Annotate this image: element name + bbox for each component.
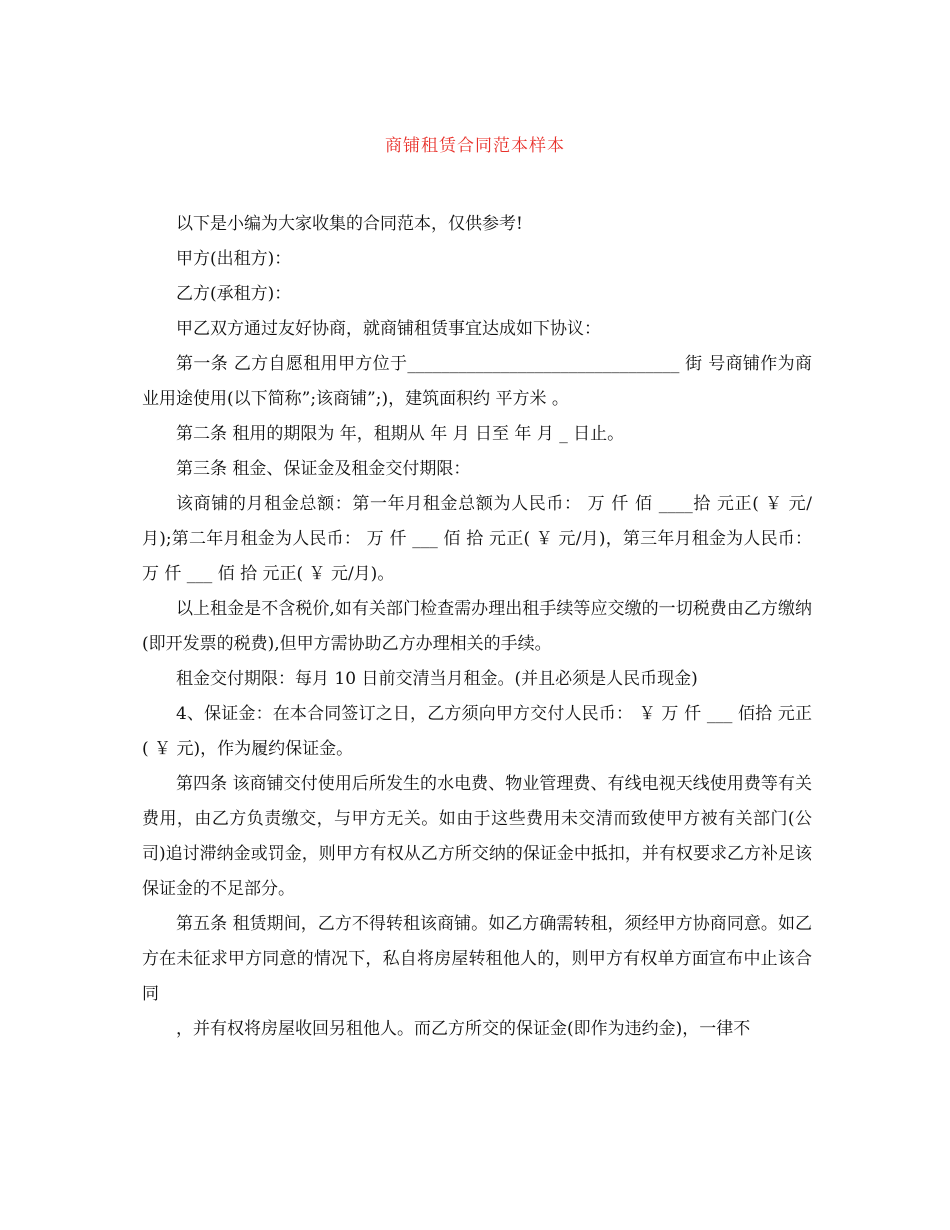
paragraph-party-a: 甲方(出租方)： [176,249,292,269]
paragraph-article-2: 第二条 租用的期限为 年，租期从 年 月 日至 年 月 _ 日止。 [176,424,625,444]
paragraph-payment-term: 租金交付期限：每月 10 日前交清当月租金。(并且必须是人民币现金) [176,669,698,689]
paragraph-intro: 以下是小编为大家收集的合同范本，仅供参考! [176,214,523,234]
document-body [142,207,818,1047]
paragraph-deposit: 4、保证金：在本合同签订之日，乙方须向甲方交付人民币： ￥ 万 仟 ___ 佰拾 元正( ￥ 元)，作为履约保证金。 [142,704,812,759]
paragraph-agreement: 甲乙双方通过友好协商，就商铺租赁事宜达成如下协议： [176,319,601,339]
paragraph-article-4: 第四条 该商铺交付使用后所发生的水电费、物业管理费、有线电视天线使用费等有关费用，由乙方负责缴交，与甲方无关。如由于这些费用未交清而致使甲方被有关部门(公司)追讨滞纳金或罚金，则甲方有权从乙方所交纳的保证金中抵扣，并有权要求乙方补足该保证金的不足部分。 [142,774,812,899]
paragraph-article-5-cont: ，并有权将房屋收回另租他人。而乙方所交的保证金(即作为违约金)，一律不 [176,1019,751,1039]
paragraph-article-5: 第五条 租赁期间，乙方不得转租该商铺。如乙方确需转租，须经甲方协商同意。如乙方在未征求甲方同意的情况下，私自将房屋转租他人的，则甲方有权单方面宣布中止该合同 [142,914,812,1004]
paragraph-article-3: 第三条 租金、保证金及租金交付期限： [176,459,471,479]
paragraph-monthly-rent: 该商铺的月租金总额：第一年月租金总额为人民币： 万 仟 佰 ____拾 元正( ￥ 元/月);第二年月租金为人民币： 万 仟 ___ 佰 拾 元正( ￥ 元/月)，第三年月租金为人民币： 万 仟 ___ 佰 拾 元正( ￥ 元/月)。 [142,494,818,584]
document-title: 商铺租赁合同范本样本 [385,136,565,156]
paragraph-tax: 以上租金是不含税价,如有关部门检查需办理出租手续等应交缴的一切税费由乙方缴纳(即开发票的税费),但甲方需协助乙方办理相关的手续。 [142,599,812,654]
paragraph-party-b: 乙方(承租方)： [176,284,292,304]
paragraph-article-1: 第一条 乙方自愿租用甲方位于________________________________ 街 号商铺作为商业用途使用(以下简称”;该商铺”;)，建筑面积约 平方米 。 [142,354,812,409]
